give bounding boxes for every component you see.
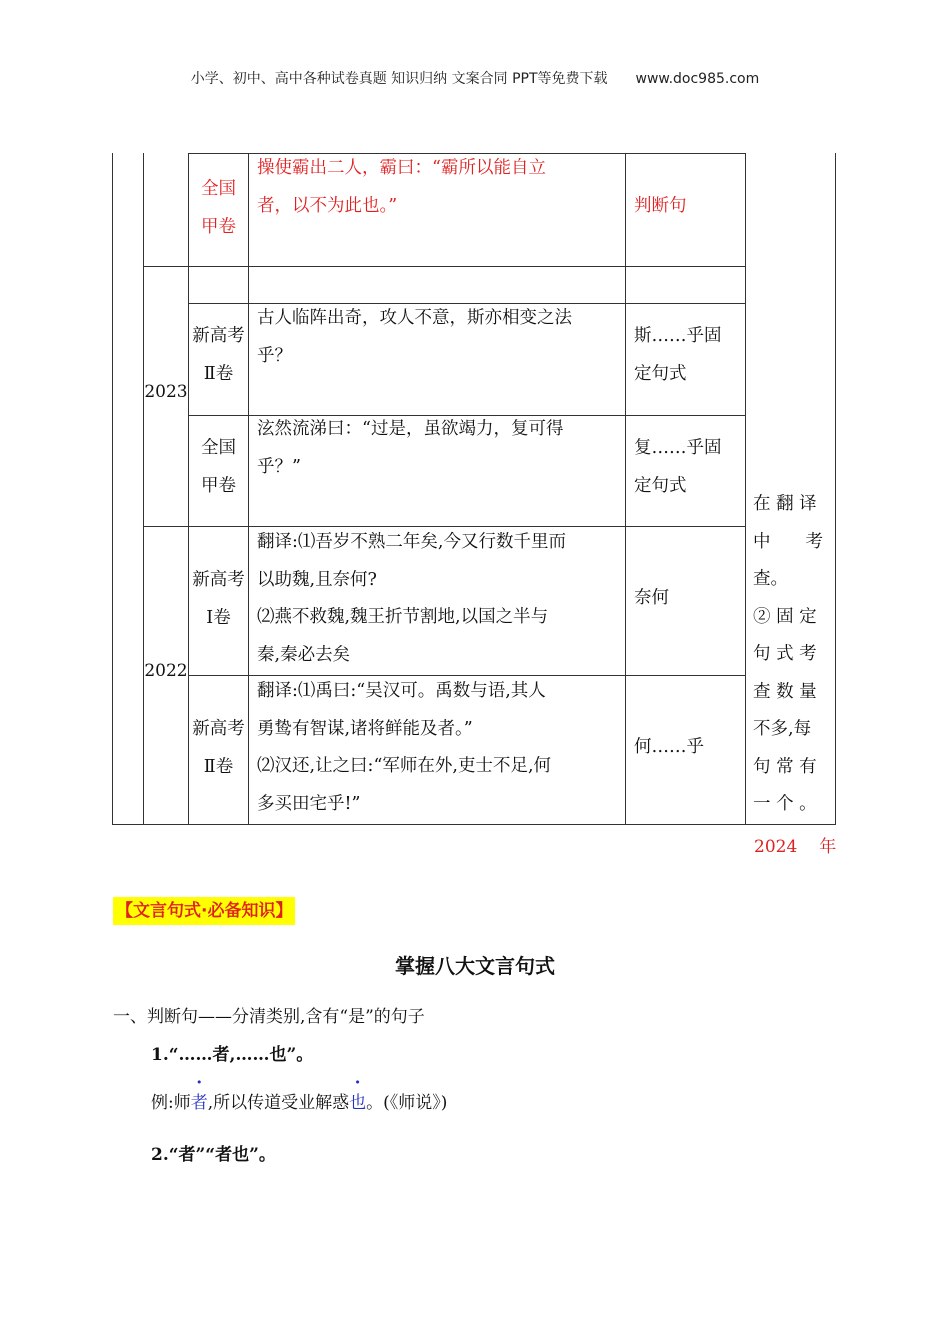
note-column: 在 翻 译 中 考 查。 ② 固 定 句 式 考 查 数 量 不多,每 句 常 有 一 个 。 (753, 494, 823, 814)
row4-paper: 新高考 Ⅰ卷 (192, 570, 245, 628)
row2-paper: 新高考 Ⅱ卷 (192, 326, 245, 384)
row5-paper: 新高考 Ⅱ卷 (192, 719, 245, 777)
item-1: 1.“……者,……也”。 (151, 1045, 314, 1065)
row0-paper: 全国 甲卷 (201, 179, 236, 237)
emphasis-mark: 者 (190, 1093, 208, 1113)
below-table-year: 2024 年 (754, 837, 837, 857)
classical-sentence-table (112, 153, 836, 825)
row0-type: 判断句 (634, 196, 687, 216)
section-heading: 一、判断句——分清类别,含有“是”的句子 (113, 1007, 425, 1027)
example-line: 例:师者,所以传道受业解惑也。(《师说》) (151, 1093, 448, 1113)
header-text: 小学、初中、高中各种试卷真题 知识归纳 文案合同 PPT等免费下载 (190, 71, 608, 87)
row2-content: 古人临阵出奇，攻人不意，斯亦相变之法 乎？ (257, 308, 572, 366)
row4-type: 奈何 (634, 588, 669, 608)
row3-content: 泫然流涕曰：“过是，虽欲竭力，复可得 乎？” (257, 419, 564, 477)
row3-type: 复……乎固 定句式 (634, 438, 722, 496)
row0-content: 操使霸出二人，霸曰：“霸所以能自立 者，以不为此也。” (257, 158, 546, 216)
item-2: 2.“者”“者也”。 (151, 1145, 276, 1165)
header-site: www.doc985.com (635, 71, 760, 87)
row2-type: 斯……乎固 定句式 (634, 326, 722, 384)
emphasis-mark: 也 (349, 1093, 367, 1113)
page-title: 掌握八大文言句式 (395, 954, 555, 978)
page-header (0, 68, 950, 88)
row3-paper: 全国 甲卷 (201, 438, 236, 496)
year-2023: 2023 (144, 382, 188, 402)
row4-content: 翻译:⑴吾岁不熟二年矣,今又行数千里而 以助魏,且奈何? ⑵燕不救魏,魏王折节割地,以国之半与 秦,秦必去矣 (257, 532, 566, 665)
row5-type: 何……乎 (634, 737, 704, 757)
year-2022: 2022 (144, 661, 188, 681)
row5-content: 翻译:⑴禹曰:“吴汉可。禹数与语,其人 勇鸷有智谋,诸将鲜能及者。” ⑵汉还,让之曰:“军师在外,吏士不足,何 多买田宅乎!” (257, 681, 552, 814)
section-tag: 【文言句式·必备知识】 (113, 897, 295, 925)
